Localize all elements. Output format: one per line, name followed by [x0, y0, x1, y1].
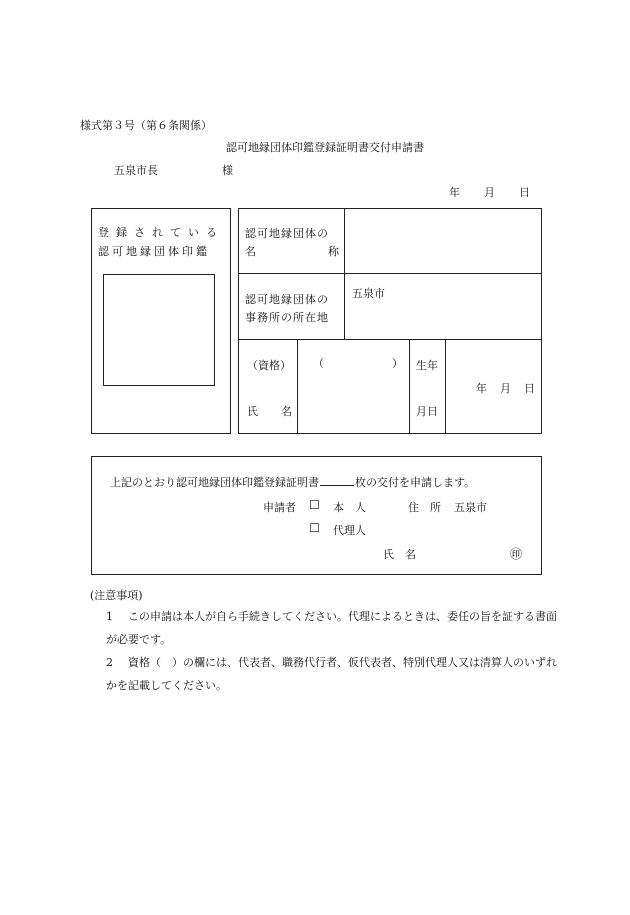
qualification-paren-open: （ — [313, 357, 324, 370]
applicant-label: 申請者 — [263, 501, 296, 514]
group-name-field[interactable] — [350, 212, 536, 270]
page-title: 認可地縁団体印鑑登録証明書交付申請書 — [226, 141, 424, 154]
applicant-address-field[interactable]: 五泉市 — [454, 501, 487, 514]
checkbox-agent[interactable]: ☐ — [309, 521, 320, 535]
table-divider — [344, 208, 345, 339]
birthdate-label-2: 月日 — [416, 405, 438, 418]
group-name-label-a: 名 — [245, 245, 256, 258]
seal-box-label-line2: 認可地縁団体印鑑 — [98, 245, 210, 258]
table-divider — [238, 339, 542, 340]
note-text-2: 資格（ ）の欄には、代表者、職務代行者、仮代表者、特別代理人又は清算人のいずれかを記載してください。 — [106, 656, 557, 692]
note-number-2: 2 — [106, 656, 113, 669]
table-divider — [445, 339, 446, 434]
birth-day: 日 — [524, 382, 535, 395]
addressee-honorific: 様 — [222, 164, 233, 177]
date-year: 年 — [449, 186, 460, 199]
birth-month: 月 — [500, 382, 511, 395]
seal-impression-area[interactable] — [103, 274, 215, 386]
office-address-label-2: 事務所の所在地 — [245, 311, 329, 324]
seal-mark-icon: ㊞ — [510, 547, 523, 561]
group-name-label-b: 称 — [328, 245, 339, 258]
representative-name-label-a: 氏 — [247, 405, 258, 418]
qualification-label: （資格） — [247, 359, 291, 372]
birthdate-label: 生年 — [416, 359, 438, 372]
group-name-label: 認可地縁団体の — [245, 227, 329, 240]
application-sentence-after: 枚の交付を申請します。 — [355, 476, 476, 489]
applicant-address-label: 住 所 — [408, 501, 441, 514]
application-sentence-before: 上記のとおり認可地縁団体印鑑登録証明書 — [110, 476, 319, 489]
copies-count-field[interactable] — [320, 473, 354, 486]
applicant-name-label: 氏 名 — [383, 548, 416, 561]
notes-heading: (注意事項) — [90, 589, 143, 602]
form-number: 様式第３号（第６条関係） — [80, 119, 212, 132]
application-sentence — [110, 473, 475, 490]
office-address-label: 認可地縁団体の — [245, 293, 329, 306]
option-agent-label: 代理人 — [333, 524, 366, 537]
table-divider — [238, 273, 542, 274]
table-divider — [409, 339, 410, 434]
note-text-1: この申請は本人が自ら手続きしてください。代理によるときは、委任の旨を証する書面が必要です。 — [106, 610, 557, 646]
representative-name-label-b: 名 — [281, 405, 292, 418]
date-month: 月 — [484, 186, 495, 199]
addressee: 五泉市長 — [114, 164, 158, 177]
office-address-field[interactable]: 五泉市 — [352, 287, 385, 300]
birth-year: 年 — [476, 382, 487, 395]
seal-box-label-line1: 登録されている — [98, 226, 224, 239]
qualification-paren-close: ） — [392, 357, 403, 370]
note-number-1: 1 — [106, 610, 113, 623]
checkbox-self[interactable]: ☐ — [309, 498, 320, 512]
date-day: 日 — [519, 186, 530, 199]
option-self-label: 本 人 — [333, 501, 366, 514]
table-divider — [297, 339, 298, 434]
